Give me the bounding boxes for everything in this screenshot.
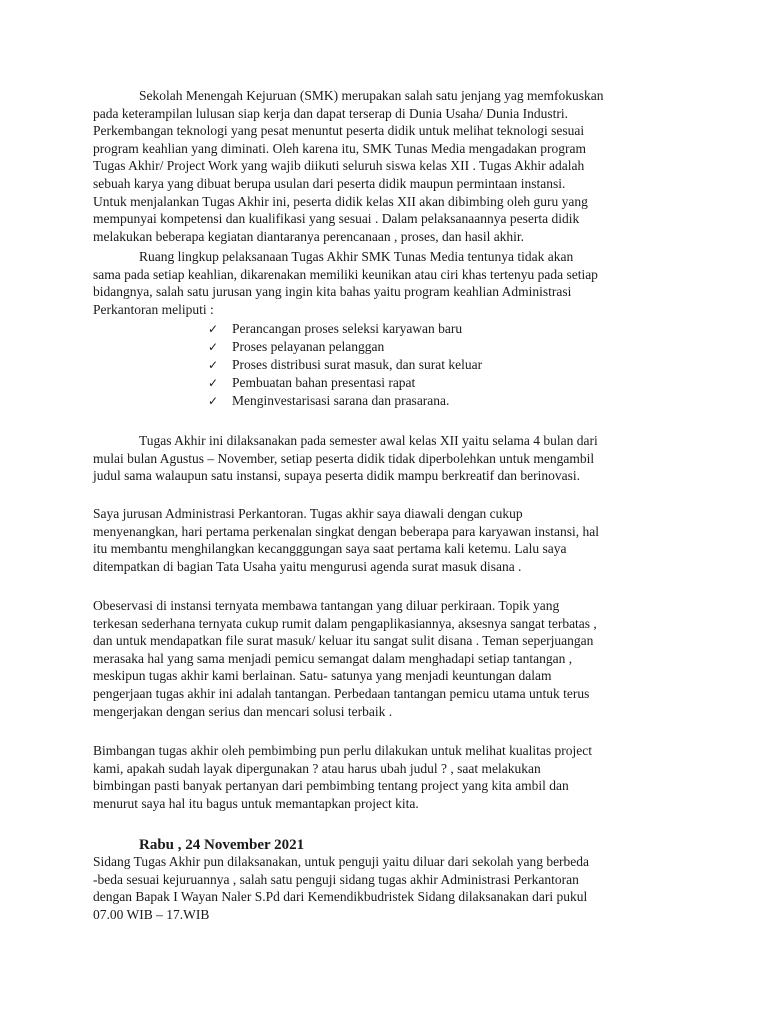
- text-line: sebuah karya yang dibuat berupa usulan dari peserta didik maupun permintaan instansi.: [93, 175, 566, 191]
- text-line: Ruang lingkup pelaksanaan Tugas Akhir SMK Tunas Media tentunya tidak akan: [139, 249, 574, 264]
- checklist-item-label: Pembuatan bahan presentasi rapat: [232, 375, 416, 390]
- text-line: pengerjaan tugas akhir ini adalah tantangan. Perbedaan tantangan pemicu utama untuk terus: [93, 685, 590, 701]
- text-line: menyenangkan, hari pertama perkenalan singkat dengan beberapa para karyawan instansi, hal: [93, 523, 600, 539]
- checklist-item: [208, 356, 482, 374]
- text-line: meskipun tugas akhir kami berlainan. Satu- satunya yang menjadi keuntungan dalam: [93, 668, 552, 684]
- text-line: judul sama walaupun satu instansi, supaya peserta didik mampu berkreatif dan berinovasi.: [93, 468, 580, 484]
- text-line: Perkantoran meliputi :: [93, 301, 214, 317]
- text-line: pada keterampilan lulusan siap kerja dan dapat terserap di Dunia Usaha/ Dunia Industri.: [93, 105, 568, 121]
- text-line: melakukan beberapa kegiatan diantaranya perencanaan , proses, dan hasil akhir.: [93, 228, 525, 244]
- text-line: mengerjakan dengan serius dan mencari solusi terbaik .: [93, 703, 393, 719]
- checklist-item: [208, 374, 482, 392]
- text-line: Bimbangan tugas akhir oleh pembimbing pun perlu dilakukan untuk melihat kualitas project: [93, 743, 593, 758]
- text-line: Tugas Akhir ini dilaksanakan pada semester awal kelas XII yaitu selama 4 bulan dari: [139, 433, 598, 448]
- paragraph-5: [93, 597, 685, 720]
- text-line: menurut saya hal itu bagus untuk memantapkan project kita.: [93, 795, 419, 811]
- text-line: merasaka hal yang sama menjadi pemicu semangat dalam menghadapi setiap tantangan ,: [93, 650, 573, 666]
- checklist-item-label: Perancangan proses seleksi karyawan baru: [232, 321, 463, 336]
- checkmark-icon: ✓: [208, 340, 219, 354]
- checklist-item: [208, 392, 482, 410]
- text-line: sama pada setiap keahlian, dikarenakan memiliki keunikan atau ciri khas tertenyu pada setiap: [93, 266, 598, 282]
- text-line: kami, apakah sudah layak dipergunakan ? atau harus ubah judul ? , saat melakukan: [93, 760, 541, 776]
- text-line: Sidang Tugas Akhir pun dilaksanakan, untuk penguji yaitu diluar dari sekolah yang berbeda: [93, 854, 590, 869]
- paragraph-6: [93, 742, 685, 812]
- text-line: bimbingan pasti banyak pertanyan dari pembimbing tentang project yang kita ambil dan: [93, 778, 569, 794]
- checklist-item: [208, 320, 482, 338]
- text-line: itu membantu menghilangkan kecangggungan saya saat pertama kali ketemu. Lalu saya: [93, 541, 567, 557]
- paragraph-4: [93, 505, 685, 575]
- text-line: terkesan sederhana ternyata cukup rumit dalam pengaplikasiannya, aksesnya sangat terbatas ,: [93, 615, 597, 631]
- text-line: mulai bulan Agustus – November, setiap peserta didik tidak diperbolehkan untuk mengambil: [93, 450, 595, 466]
- text-line: program keahlian yang diminati. Oleh karena itu, SMK Tunas Media mengadakan program: [93, 140, 587, 156]
- text-line: ditempatkan di bagian Tata Usaha yaitu mengurusi agenda surat masuk disana .: [93, 558, 522, 574]
- checkmark-icon: ✓: [208, 322, 219, 336]
- text-line: -beda sesuai kejuruannya , salah satu penguji sidang tugas akhir Administrasi Perkantoran: [93, 871, 579, 887]
- date-heading: Rabu , 24 November 2021: [139, 837, 305, 853]
- text-line: Obeservasi di instansi ternyata membawa tantangan yang diluar perkiraan. Topik yang: [93, 598, 560, 613]
- text-line: dengan Bapak I Wayan Naler S.Pd dari Kemendikbudristek Sidang dilaksanakan dari pukul: [93, 889, 588, 905]
- checkmark-icon: ✓: [208, 376, 219, 390]
- paragraph-7: [93, 853, 685, 923]
- checkmark-icon: ✓: [208, 358, 219, 372]
- text-line: dan untuk mendapatkan file surat masuk/ keluar itu sangat sulit disana . Teman seperjuangan: [93, 633, 594, 649]
- paragraph-2: [93, 248, 685, 318]
- paragraph-1: [93, 87, 685, 245]
- text-line: mempunyai kompetensi dan kualifikasi yang sesuai . Dalam pelaksanaannya peserta didik: [93, 211, 580, 227]
- checkmark-icon: ✓: [208, 394, 219, 408]
- text-line: Sekolah Menengah Kejuruan (SMK) merupakan salah satu jenjang yag memfokuskan: [139, 88, 604, 103]
- text-line: 07.00 WIB – 17.WIB: [93, 906, 210, 922]
- scope-checklist: [208, 320, 482, 410]
- checklist-item-label: Menginvestarisasi sarana dan prasarana.: [232, 393, 450, 408]
- paragraph-3: [93, 432, 685, 485]
- text-line: Perkembangan teknologi yang pesat menuntut peserta didik untuk melihat teknologi sesuai: [93, 123, 585, 139]
- checklist-item: [208, 338, 482, 356]
- text-line: Untuk menjalankan Tugas Akhir ini, peserta didik kelas XII akan dibimbing oleh guru yang: [93, 193, 588, 209]
- text-line: Tugas Akhir/ Project Work yang wajib diikuti seluruh siswa kelas XII . Tugas Akhir adalah: [93, 158, 585, 174]
- checklist-item-label: Proses pelayanan pelanggan: [232, 339, 385, 354]
- text-line: Saya jurusan Administrasi Perkantoran. Tugas akhir saya diawali dengan cukup: [93, 506, 523, 521]
- checklist-item-label: Proses distribusi surat masuk, dan surat keluar: [232, 357, 483, 372]
- text-line: bidangnya, salah satu jurusan yang ingin kita bahas yaitu program keahlian Administrasi: [93, 284, 572, 300]
